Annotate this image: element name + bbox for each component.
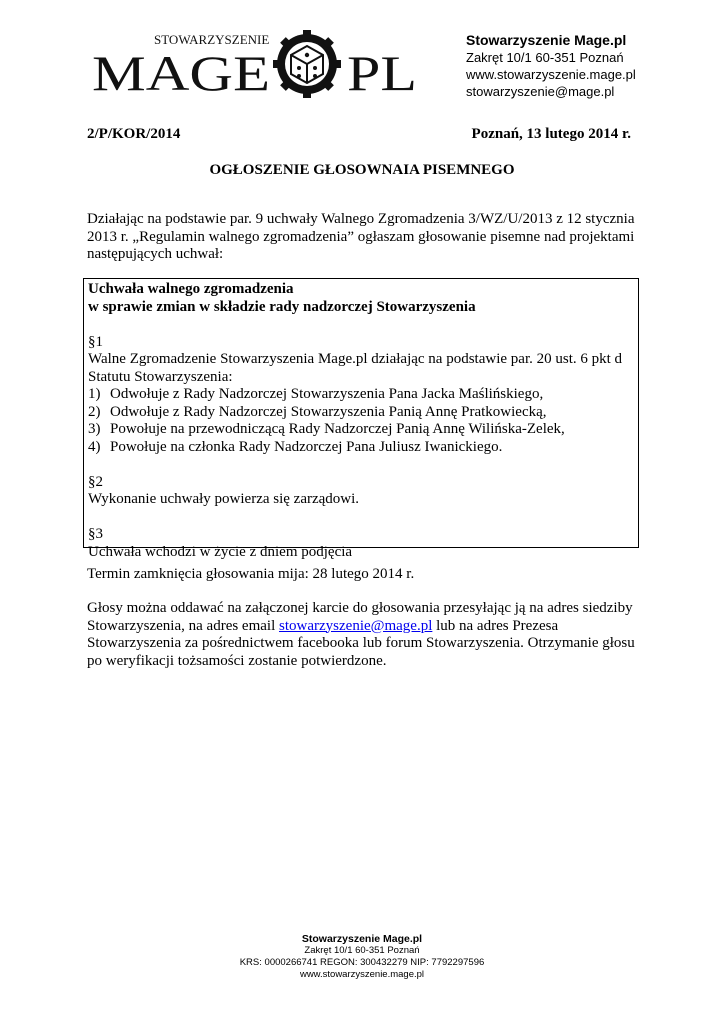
voting-instructions: Głosy można oddawać na załączonej karcie do głosowania przesyłając ją na adres siedziby Stowarzyszenia, na adres email stowarzyszenie@mage.pl lub na adres Prezesa Stowarzyszenia za pośrednictwem facebooka lub forum Stowarzyszenia. Otrzymanie głosu po weryfikacji tożsamości zostanie potwierdzone. [87, 600, 635, 669]
section-1-text: Walne Zgromadzenie Stowarzyszenia Mage.pl działając na podstawie par. 20 ust. 6 pkt d Statutu Stowarzyszenia: [88, 351, 623, 385]
resolution-box [83, 278, 639, 560]
logo-pl-text: PL [347, 45, 417, 98]
list-item: 4) Powołuje na członka Rady Nadzorczej Pana Juliusz Iwanickiego. [88, 438, 503, 455]
list-item: 1) Odwołuje z Rady Nadzorczej Stowarzyszenia Pana Jacka Maślińskiego, [88, 386, 544, 402]
resolution-title-line1: Uchwała walnego zgromadzenia [88, 281, 294, 297]
logo-small-text: STOWARZYSZENIE [154, 32, 270, 47]
org-header [466, 32, 716, 100]
footer-website: www.stowarzyszenie.mage.pl [299, 969, 425, 980]
footer-address: Zakręt 10/1 60-351 Poznań [304, 945, 420, 956]
page-footer [0, 933, 724, 981]
intro-paragraph: Działając na podstawie par. 9 uchwały Walnego Zgromadzenia 3/WZ/U/2013 z 12 stycznia 2013 r. „Regulamin walnego zgromadzenia” ogłaszam głosowanie pisemne nad projektami następujących uchwał: [87, 211, 635, 262]
list-item: 3) Powołuje na przewodniczącą Rady Nadzorczej Panią Annę Wilińska-Zelek, [88, 421, 565, 437]
voting-deadline: Termin zamknięcia głosowania mija: 28 lutego 2014 r. [87, 566, 415, 582]
section-3-text: Uchwała wchodzi w życie z dniem podjęcia [88, 543, 353, 560]
footer-registry: KRS: 0000266741 REGON: 300432279 NIP: 7792297596 [239, 957, 485, 968]
org-email: stowarzyszenie@mage.pl [466, 84, 615, 99]
section-2-text: Wykonanie uchwały powierza się zarządowi. [88, 491, 360, 507]
org-name: Stowarzyszenie Mage.pl [466, 32, 627, 48]
resolution-title-line2: w sprawie zmian w składzie rady nadzorczej Stowarzyszenia [88, 298, 476, 315]
footer-org-name: Stowarzyszenie Mage.pl [301, 933, 423, 945]
email-link[interactable]: stowarzyszenie@mage.pl [279, 617, 433, 634]
section-1-heading: §1 [88, 333, 103, 350]
section-2-heading: §2 [88, 473, 103, 490]
org-address: Zakręt 10/1 60-351 Poznań [466, 50, 624, 65]
document-reference: 2/P/KOR/2014 [87, 126, 181, 142]
dice-gear-icon [273, 30, 341, 98]
mage-logo [92, 28, 422, 98]
logo-mage-text: MAGE [92, 45, 270, 98]
list-item: 2) Odwołuje z Rady Nadzorczej Stowarzyszenia Panią Annę Pratkowiecką, [88, 403, 547, 420]
document-date: Poznań, 13 lutego 2014 r. [471, 126, 631, 142]
document-title: OGŁOSZENIE GŁOSOWNAIA PISEMNEGO [209, 162, 515, 178]
resolution-list [88, 386, 634, 456]
org-website: www.stowarzyszenie.mage.pl [466, 67, 636, 82]
section-3-heading: §3 [88, 526, 103, 542]
